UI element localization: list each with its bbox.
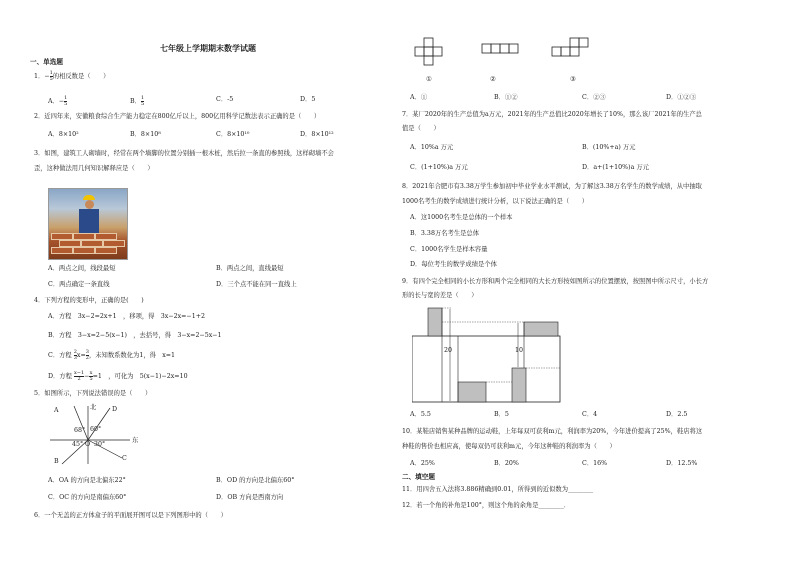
q4-option-b: B．方程 3−x=2−5(x−1) ，去括号，得 3−x=2−5x−1 (48, 332, 222, 339)
q6-label-1: ① (426, 76, 432, 83)
q9-option-b: B．5 (494, 411, 509, 418)
q5-label-b: B (54, 458, 59, 465)
q6-option-c: C．②③ (582, 94, 606, 101)
q1-minus: − (44, 73, 50, 80)
q3-option-a: A．两点之间，线段最短 (48, 265, 116, 272)
q6-label-2: ② (490, 76, 496, 83)
right-column (402, 0, 762, 562)
q1-option-d: D．5 (300, 96, 316, 103)
q9-label-20: 20 (444, 347, 453, 354)
question-8-line1: 8．2021年合肥市有3.38万学生参加初中毕业学业水平测试，为了解这3.38万名学生的数学成绩，从中抽取 (402, 183, 702, 190)
q10-option-a: A．25% (410, 460, 435, 467)
question-8-line2: 1000名考生的数学成绩进行统计分析，以下说法正确的是（ ） (402, 198, 589, 205)
q6-net-figures (412, 36, 612, 72)
q5-label-c: C (122, 455, 127, 462)
section-single-choice: 一、单选题 (30, 58, 63, 66)
q1-fraction: $\frac{1}{5}$ (49, 70, 53, 82)
question-5: 5．如图所示，下列说法错误的是（ ） (34, 390, 152, 397)
q5-label-68: 68° (74, 427, 86, 434)
q5-option-b: B．OD 的方向是北偏东60° (216, 477, 295, 484)
q5-option-c: C．OC 的方向是南偏东60° (48, 494, 127, 501)
q5-option-d: D．OB 方向是西南方向 (216, 494, 284, 501)
bricklayer-photo (48, 188, 128, 260)
q5-label-o: O (85, 441, 91, 448)
q8-option-b: B．3.38万名考生是总体 (410, 230, 480, 237)
question-12: 12．若一个角的补角是100°，则这个角的余角是________． (402, 502, 571, 509)
q10-option-d: D．12.5% (666, 460, 698, 467)
question-7-line2: 值是（ ） (402, 125, 440, 132)
question-2: 2．近四年来，安徽粮食综合生产能力稳定在800亿斤以上，800亿用科学记数法表示正确的是（ ） (34, 113, 321, 120)
q7-option-a: A．10%a 万元 (410, 144, 454, 151)
q1-stem: 的相反数是（ ） (52, 73, 110, 80)
q1-option-a: A．− $\frac{1}{5}$ (48, 95, 68, 107)
section-fill-in: 二、填空题 (402, 473, 435, 481)
q6-label-3: ③ (570, 76, 576, 83)
question-7-line1: 7．某厂2020年的生产总值为a万元，2021年的生产总值比2020年增长了10%，那么该厂2021年的生产总 (402, 111, 702, 118)
q4-option-d: D．方程 $\frac{x-1}{2}$ − $\frac{x}{5}$ =1 ，可化为 5(x−1)−2x=10 (48, 370, 188, 382)
question-10-line2: 种鞋的售价也相应高，使每双仍可获利m元，今年这种鞋的利润率为（ ） (402, 443, 616, 450)
q5-option-a: A．OA 的方向是北偏东22° (48, 477, 126, 484)
q9-option-c: C．4 (582, 411, 598, 418)
q7-option-b: B．(10%+a) 万元 (582, 144, 636, 151)
question-3-line2: 歪，这种做法用几何知识解释应是（ ） (34, 165, 154, 172)
q7-option-c: C．(1+10%)a 万元 (410, 164, 468, 171)
q10-option-c: C．16% (582, 460, 608, 467)
q2-option-d: D．8×10¹² (300, 131, 334, 138)
q9-option-d: D．2.5 (666, 411, 688, 418)
q4-option-c: C．方程 $\frac{2}{3}$ x= $\frac{3}{2}$ ，未知数系数化为1，得 x=1 (48, 349, 176, 361)
question-3-line1: 3．如图，建筑工人砌墙时，经常在两个墙脚的位置分别插一根木桩，然后拉一条直的参照线，这样砌墙不会 (34, 150, 334, 157)
question-9-line1: 9．有四个完全相同的小长方形和两个完全相同的大长方形按如图所示的位置摆放，按照图中所示尺寸，小长方 (402, 278, 709, 285)
left-column (30, 0, 392, 562)
question-6: 6．一个无盖的正方体盒子的平面展开图可以是下列图形中的（ ） (34, 512, 227, 519)
q5-label-30: 30° (94, 441, 106, 448)
q9-option-a: A．5.5 (410, 411, 431, 418)
q8-option-d: D．每位考生的数学成绩是个体 (410, 261, 497, 268)
q5-label-45: 45° (72, 441, 84, 448)
q3-option-d: D．三个点不能在同一直线上 (216, 281, 297, 288)
page-title: 七年级上学期期末数学试题 (160, 43, 256, 53)
q2-option-a: A．8×10² (48, 131, 79, 138)
q1-option-c: C．-5 (216, 96, 234, 103)
q9-rectangle-figure (412, 306, 562, 406)
q2-option-c: C．8×10¹⁰ (216, 131, 250, 138)
q1-option-b: B． $\frac{1}{5}$ (130, 95, 145, 107)
q4-option-a: A．方程 3x−2=2x+1 ，移项，得 3x−2x=−1+2 (48, 313, 206, 320)
q8-option-a: A．这1000名考生是总体的一个样本 (410, 214, 513, 221)
q6-option-d: D．①②③ (666, 94, 697, 101)
q3-option-b: B．两点之间，直线最短 (216, 265, 284, 272)
q3-option-c: C．两点确定一条直线 (48, 281, 110, 288)
q6-option-b: B．①② (494, 94, 518, 101)
q9-label-10: 10 (515, 347, 524, 354)
question-10-line1: 10．某鞋店销售某种品牌的运动鞋，上年每双可获利m元，利润率为20%，今年进价提高了25%，鞋店将这 (402, 428, 703, 435)
question-1 (34, 71, 109, 82)
q6-option-a: A．① (410, 94, 428, 101)
question-4: 4．下列方程的变形中，正确的是( ) (34, 297, 144, 304)
q5-label-60: 60° (90, 426, 102, 433)
q5-label-east: 东 (132, 437, 139, 444)
q5-label-d: D (112, 406, 118, 413)
q2-option-b: B．8×10⁸ (130, 131, 161, 138)
question-9-line2: 形的长与宽的差是（ ） (402, 292, 478, 299)
q1-number: 1． (34, 73, 45, 80)
q10-option-b: B．20% (494, 460, 519, 467)
question-11: 11．用四舍五入法将3.886精确到0.01，所得到的近似数为________ (402, 486, 594, 493)
q7-option-d: D．a+(1+10%)a 万元 (582, 164, 649, 171)
q5-label-a: A (54, 407, 59, 414)
q5-label-north: 北 (90, 404, 97, 411)
q8-option-c: C．1000名学生是样本容量 (410, 246, 488, 253)
